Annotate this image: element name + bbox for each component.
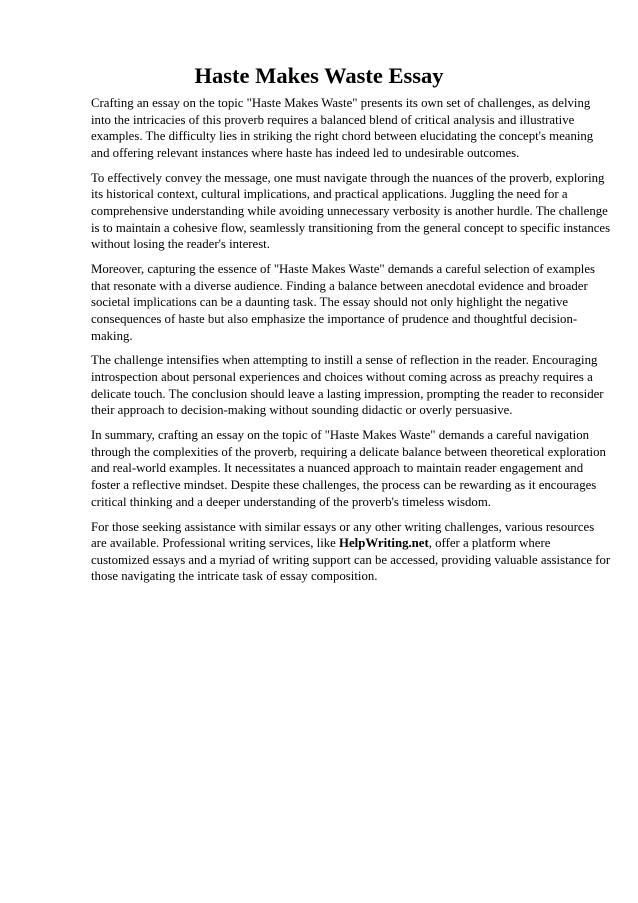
paragraph-6: [91, 519, 611, 585]
paragraph-5: In summary, crafting an essay on the topic of "Haste Makes Waste" demands a careful navigation through the complexities of the proverb, requiring a delicate balance between theoretical exploration and real-world examples. It necessitates a nuanced approach to maintain reader engagement and foster a reflective mindset. Despite these challenges, the process can be rewarding as it encourages critical thinking and a deeper understanding of the proverb's timeless wisdom.: [91, 428, 606, 509]
paragraph-6-outro: , offer a platform where customized essays and a myriad of writing support can be accessed, providing valuable assistance for those navigating the intricate task of essay composition.: [91, 536, 611, 584]
paragraph-4: The challenge intensifies when attempting to instill a sense of reflection in the reader. Encouraging introspection about personal experiences and choices without coming across as preachy requires a delicate touch. The conclusion should leave a lasting impression, prompting the reader to reconsider their approach to decision-making without sounding didactic or overly persuasive.: [91, 353, 604, 418]
paragraph-1: Crafting an essay on the topic "Haste Makes Waste" presents its own set of challenges, as delving into the intricacies of this proverb requires a balanced blend of critical analysis and illustrative examples. The difficulty lies in striking the right chord between elucidating the concept's meaning and offering relevant instances where haste has indeed led to undesirable outcomes.: [91, 96, 594, 160]
paragraph-2: To effectively convey the message, one must navigate through the nuances of the proverb, exploring its historical context, cultural implications, and practical applications. Juggling the need for a comprehensive understanding while avoiding unnecessary verbosity is another hurdle. The challenge is to maintain a cohesive flow, seamlessly transitioning from the general concept to specific instances without losing the reader's interest.: [91, 170, 611, 252]
paragraph-6-intro: For those seeking assistance with similar essays or any other writing challenges, various resources are available. Professional writing services, like: [91, 519, 595, 551]
essay-body: [91, 95, 611, 593]
page-title: Haste Makes Waste Essay: [194, 63, 444, 88]
helpwriting-link[interactable]: HelpWriting.net: [339, 536, 429, 551]
paragraph-3: Moreover, capturing the essence of "Haste Makes Waste" demands a careful selection of examples that resonate with a diverse audience. Finding a balance between anecdotal evidence and broader societal implications can be a daunting task. The essay should not only highlight the negative consequences of haste but also emphasize the importance of prudence and thoughtful decision-making.: [91, 262, 596, 343]
